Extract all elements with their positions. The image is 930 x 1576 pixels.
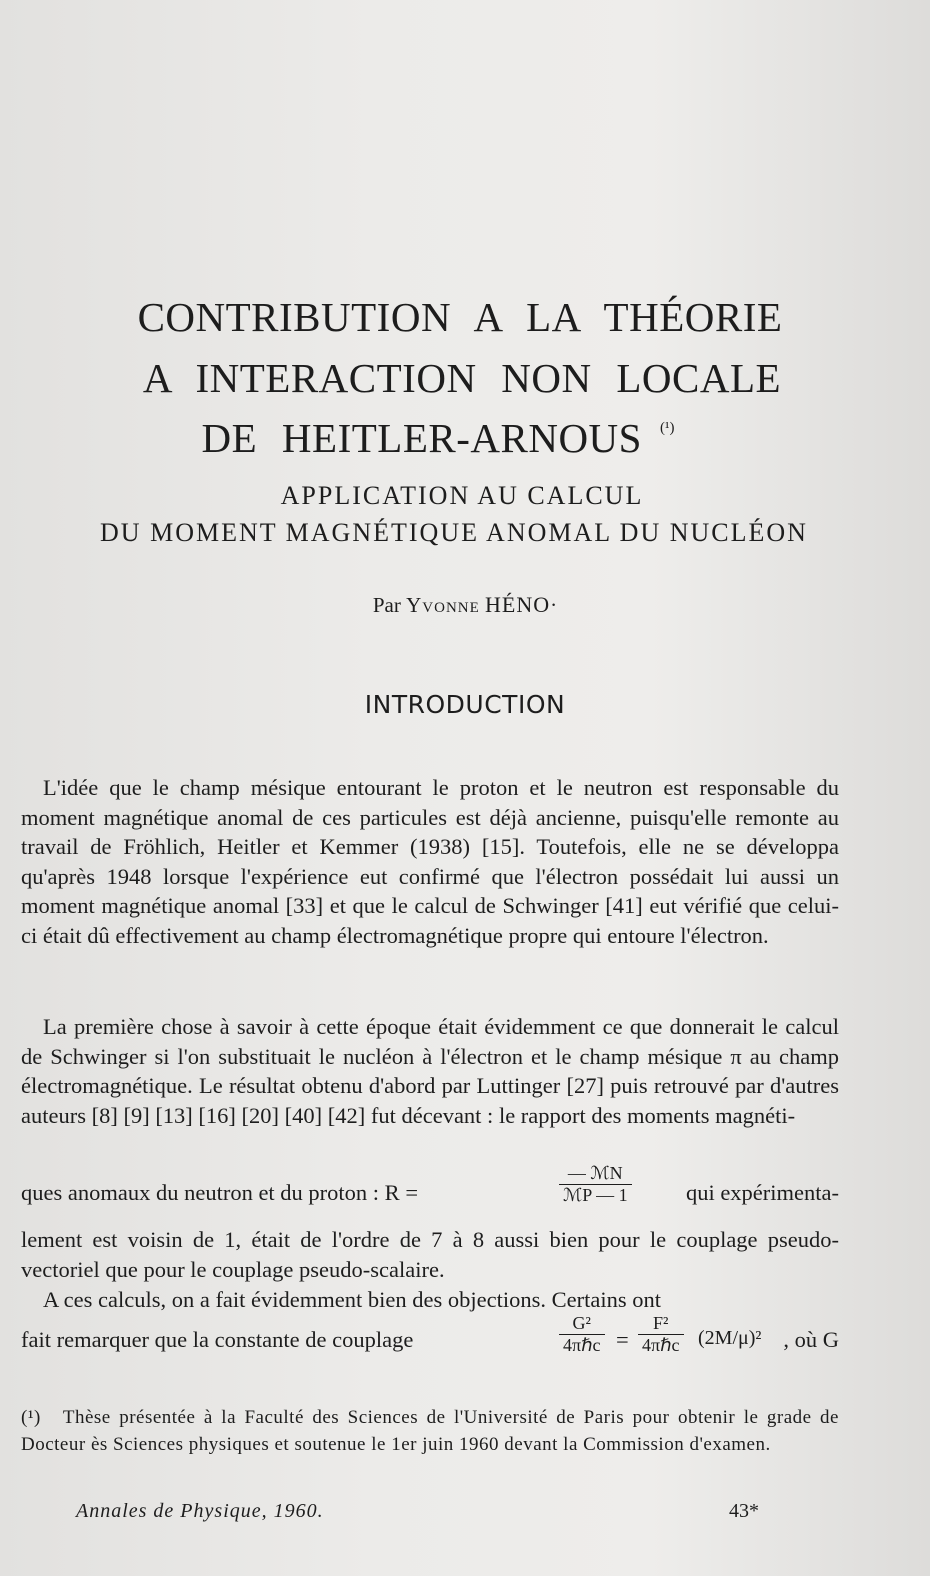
author-mark: · (550, 593, 558, 617)
footnote-text: Thèse présentée à la Faculté des Sciences de l'Université de Paris pour obtenir le grade de Docteur ès Sciences physiques et soutenue le 1er juin 1960 devant la Commission d'examen. (21, 1407, 839, 1455)
title-line-3-text: DE HEITLER-ARNOUS (201, 415, 642, 461)
title-line-3 (0, 414, 903, 462)
paragraph-3: A ces calculs, on a fait évidemment bien des objections. Certains ont (43, 1287, 661, 1312)
fraction-coupling-2 (638, 1313, 684, 1356)
footer-journal: Annales de Physique, 1960. (76, 1500, 324, 1522)
fraction-r-denominator: ℳP — 1 (559, 1184, 632, 1206)
subtitle-line-2: DU MOMENT MAGNÉTIQUE ANOMAL DU NUCLÉON (100, 518, 808, 547)
title-line-1: CONTRIBUTION A LA THÉORIE (137, 294, 783, 340)
equation-r-before: ques anomaux du neutron et du proton : R = (21, 1180, 419, 1205)
title-footnote-mark: (¹) (659, 420, 675, 436)
equation-line-r (21, 1155, 839, 1235)
paragraph-2: La première chose à savoir à cette époque était évidemment ce que donnerait le calcul de Schwinger si l'on substituait le nucléon à l'électron et le champ mésique π au champ électromagnétique. Le résultat obtenu d'abord par Luttinger [27] puis retrouvé par d'autres auteurs [8] [9] [13] [16] [20] [40] [42] fut décevant : le rapport des moments magnéti- (21, 1014, 839, 1128)
equals-sign: = (616, 1327, 629, 1352)
fraction-coupling-1-denominator: 4πℏc (559, 1334, 605, 1356)
title-line-2: A INTERACTION NON LOCALE (142, 355, 782, 401)
fraction-coupling-1 (559, 1313, 605, 1356)
fraction-r (559, 1163, 632, 1206)
equation-line-coupling (21, 1313, 839, 1373)
fraction-coupling-1-numerator: G² (572, 1313, 591, 1333)
mass-ratio-squared: (2M/μ)² (698, 1327, 762, 1349)
fraction-coupling-2-numerator: F² (653, 1313, 669, 1333)
paragraph-2-end: lement est voisin de 1, était de l'ordre de 7 à 8 aussi bien pour le couplage pseudo-vectoriel que pour le couplage pseudo-scalaire. (21, 1227, 839, 1282)
page-number: 43* (729, 1500, 759, 1522)
fraction-r-numerator: — ℳN (567, 1163, 623, 1183)
equation-coupling-before: fait remarquer que la constante de couplage (21, 1327, 414, 1352)
equation-r-after: qui expérimenta- (685, 1180, 839, 1205)
fraction-coupling-2-denominator: 4πℏc (638, 1334, 684, 1356)
author-last-name: HÉNO (485, 592, 551, 617)
footnote (21, 1404, 839, 1458)
subtitle-line-1: APPLICATION AU CALCUL (280, 481, 644, 510)
equation-coupling-after: , où G (783, 1327, 839, 1352)
author-line (0, 592, 930, 618)
paragraph-1: L'idée que le champ mésique entourant le proton et le neutron est responsable du moment magnétique anomal de ces particules est déjà ancienne, puisqu'elle remonte au travail de Fröhlich, Heitler et Kemmer (1938) [15]. Toutefois, elle ne se développa qu'après 1948 lorsque l'expérience eut confirmé que l'électron possédait lui aussi un moment magnétique anomal [33] et que le calcul de Schwinger [41] eut vérifié que celui-ci était dû effectivement au champ électromagnétique propre qui entoure l'électron. (21, 775, 839, 948)
author-prefix: Par (372, 593, 401, 617)
section-heading: INTRODUCTION (364, 690, 566, 719)
footnote-mark: (¹) (21, 1407, 41, 1428)
author-first-name: Yvonne (406, 593, 480, 617)
